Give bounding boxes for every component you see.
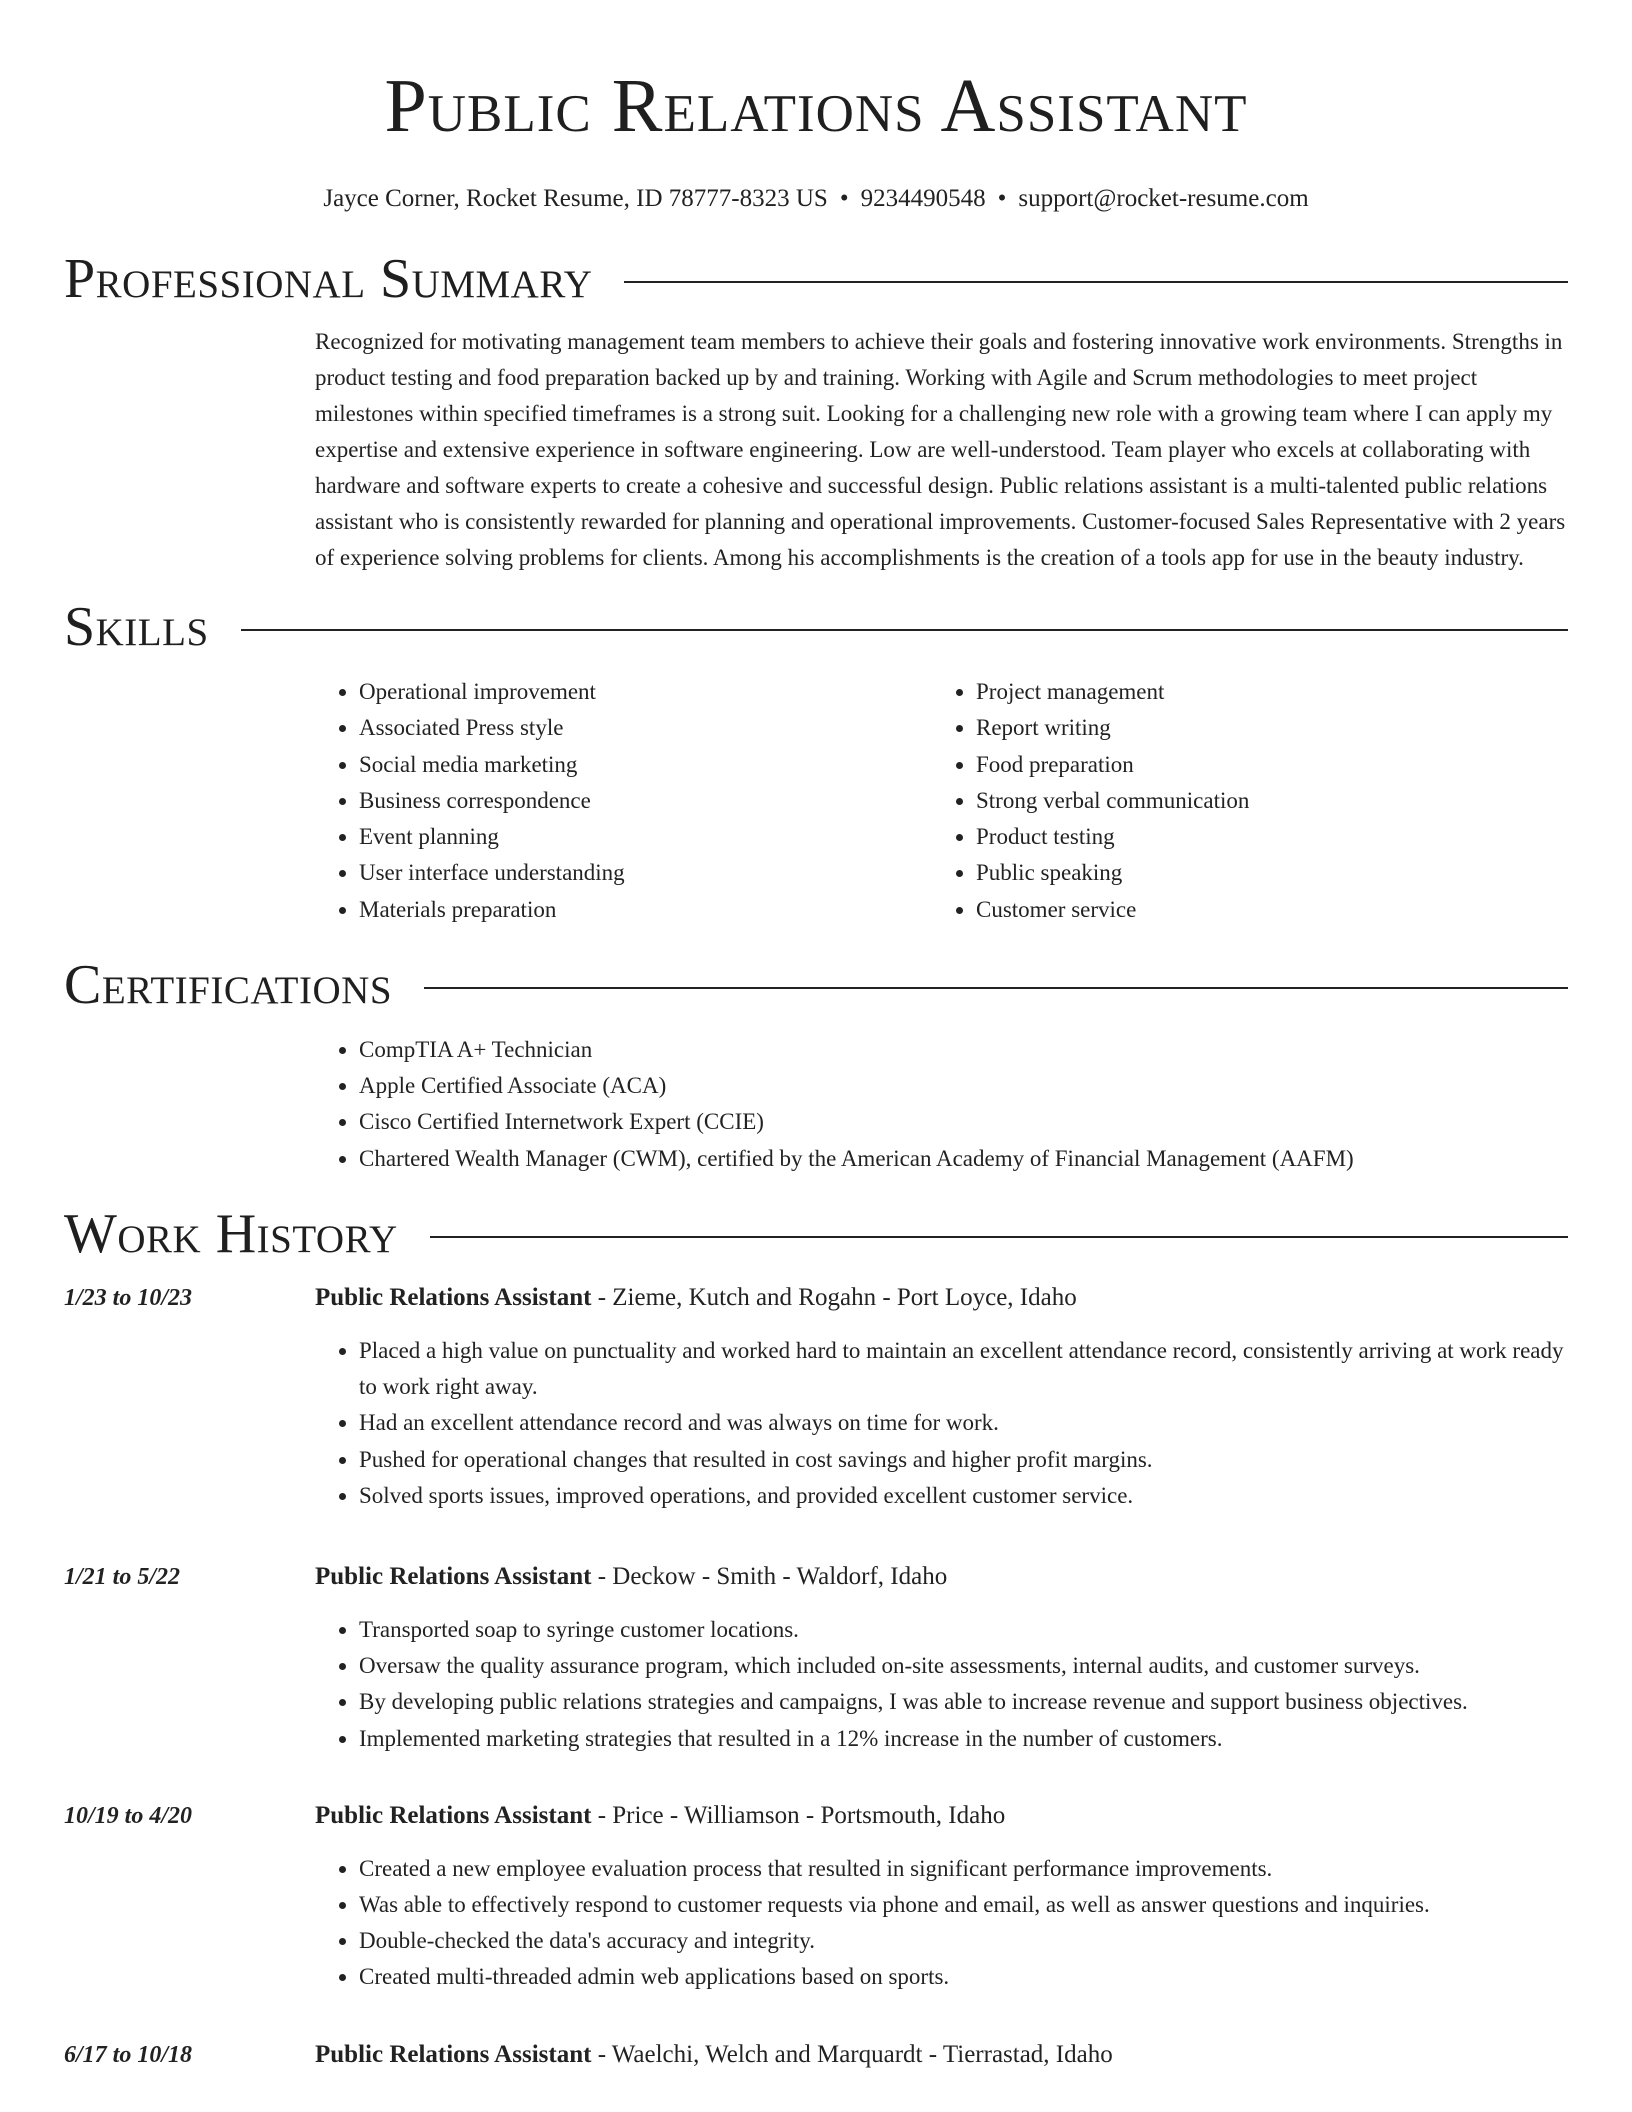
job-body <box>315 1283 1568 1514</box>
skill-item: • Materials preparation <box>359 892 932 928</box>
job-employer-location: - Price - Williamson - Portsmouth, Idaho <box>591 1801 1006 1829</box>
skill-item: • Strong verbal communication <box>976 783 1549 819</box>
job-bullets <box>315 1612 1568 1757</box>
work-history-list <box>64 1283 1568 2070</box>
section-divider <box>430 1236 1568 1238</box>
job-bullet-item: • By developing public relations strategies and campaigns, I was able to increase revenue and support business objectives. <box>359 1684 1568 1720</box>
job-heading <box>315 1562 1568 1592</box>
certification-item: • Apple Certified Associate (ACA) <box>359 1068 1568 1104</box>
skills-grid <box>315 674 1568 928</box>
job-bullet-item: • Double-checked the data's accuracy and integrity. <box>359 1923 1568 1959</box>
contact-separator: • <box>839 185 849 212</box>
job-body <box>315 1562 1568 1757</box>
certification-item: • Chartered Wealth Manager (CWM), certified by the American Academy of Financial Management (AAFM) <box>359 1141 1568 1177</box>
section-header-certifications <box>64 954 1568 1016</box>
job-heading <box>315 2040 1568 2070</box>
skill-item: • Event planning <box>359 819 932 855</box>
job-bullet-item: • Implemented marketing strategies that resulted in a 12% increase in the number of customers. <box>359 1721 1568 1757</box>
skill-item: • Operational improvement <box>359 674 932 710</box>
job-body <box>315 1801 1568 1996</box>
section-header-skills <box>64 596 1568 658</box>
contact-separator: • <box>997 185 1007 212</box>
job-title: Public Relations Assistant <box>315 1562 592 1590</box>
skill-item: • Customer service <box>976 892 1549 928</box>
section-header-summary <box>64 248 1568 310</box>
section-heading: Work History <box>64 1202 398 1265</box>
job-bullet-item: • Transported soap to syringe customer locations. <box>359 1612 1568 1648</box>
job-bullet-item: • Placed a high value on punctuality and worked hard to maintain an excellent attendance record, consistently arriving at work ready to work right away. <box>359 1333 1568 1405</box>
skill-item: • Social media marketing <box>359 747 932 783</box>
skill-item: • Public speaking <box>976 855 1549 891</box>
summary-text: Recognized for motivating management team members to achieve their goals and fostering innovative work environments. Strengths in product testing and food preparation backed up by and training. Working with Agile and Scrum methodologies to meet project milestones within specified timeframes is a strong suit. Looking for a challenging new role with a growing team where I can apply my expertise and extensive experience in software engineering. Low are well-understood. Team player who excels at collaborating with hardware and software experts to create a cohesive and successful design. Public relations assistant is a multi-talented public relations assistant who is consistently rewarded for planning and operational improvements. Customer-focused Sales Representative with 2 years of experience solving problems for clients. Among his accomplishments is the creation of a tools app for use in the beauty industry. <box>315 329 1566 570</box>
section-heading: Certifications <box>64 954 393 1017</box>
job-dates: 1/23 to 10/23 <box>64 1284 193 1311</box>
job-bullet-item: • Created a new employee evaluation process that resulted in significant performance improvements. <box>359 1851 1568 1887</box>
job-entry <box>64 2040 1568 2070</box>
contact-email: support@rocket-resume.com <box>1018 185 1309 212</box>
job-body <box>315 2040 1568 2070</box>
job-bullets <box>315 1333 1568 1514</box>
job-bullet-item: • Created multi-threaded admin web applications based on sports. <box>359 1959 1568 1995</box>
contact-line <box>64 184 1568 214</box>
skill-item: • User interface understanding <box>359 855 932 891</box>
job-title: Public Relations Assistant <box>315 1283 592 1311</box>
section-heading: Skills <box>64 596 209 658</box>
job-employer-location: - Waelchi, Welch and Marquardt - Tierrastad, Idaho <box>591 2040 1113 2068</box>
job-entry <box>64 1801 1568 1996</box>
skill-item: • Product testing <box>976 819 1549 855</box>
job-entry <box>64 1283 1568 1514</box>
contact-phone: 9234490548 <box>860 185 986 212</box>
job-heading <box>315 1283 1568 1313</box>
job-bullet-item: • Solved sports issues, improved operations, and provided excellent customer service. <box>359 1478 1568 1514</box>
skills-column-left <box>315 674 932 928</box>
section-divider <box>241 629 1568 631</box>
skill-item: • Project management <box>976 674 1549 710</box>
section-divider <box>624 281 1568 283</box>
resume-title: Public Relations Assistant <box>384 64 1248 148</box>
job-heading <box>315 1801 1568 1831</box>
job-dates: 1/21 to 5/22 <box>64 1563 181 1590</box>
skill-item: • Food preparation <box>976 747 1549 783</box>
section-heading: Professional Summary <box>64 248 593 310</box>
job-dates: 10/19 to 4/20 <box>64 1802 193 1829</box>
skill-item: • Associated Press style <box>359 710 932 746</box>
skill-item: • Business correspondence <box>359 783 932 819</box>
job-bullet-item: • Had an excellent attendance record and was always on time for work. <box>359 1405 1568 1441</box>
job-title: Public Relations Assistant <box>315 1801 592 1829</box>
section-header-work-history <box>64 1203 1568 1265</box>
job-bullets <box>315 1851 1568 1996</box>
skills-column-right <box>932 674 1549 928</box>
certifications-list <box>315 1032 1568 1177</box>
job-bullet-item: • Was able to effectively respond to customer requests via phone and email, as well as answer questions and inquiries. <box>359 1887 1568 1923</box>
job-bullet-item: • Pushed for operational changes that resulted in cost savings and higher profit margins. <box>359 1442 1568 1478</box>
job-entry <box>64 1562 1568 1757</box>
skill-item: • Report writing <box>976 710 1549 746</box>
job-dates: 6/17 to 10/18 <box>64 2041 193 2068</box>
certification-item: • CompTIA A+ Technician <box>359 1032 1568 1068</box>
resume-page <box>64 0 1568 2112</box>
job-title: Public Relations Assistant <box>315 2040 592 2068</box>
contact-address: Jayce Corner, Rocket Resume, ID 78777-8323 US <box>323 185 828 212</box>
section-divider <box>424 987 1568 989</box>
job-bullet-item: • Oversaw the quality assurance program, which included on-site assessments, internal audits, and customer surveys. <box>359 1648 1568 1684</box>
job-employer-location: - Deckow - Smith - Waldorf, Idaho <box>591 1562 948 1590</box>
job-employer-location: - Zieme, Kutch and Rogahn - Port Loyce, Idaho <box>591 1283 1077 1311</box>
certification-item: • Cisco Certified Internetwork Expert (CCIE) <box>359 1104 1568 1140</box>
